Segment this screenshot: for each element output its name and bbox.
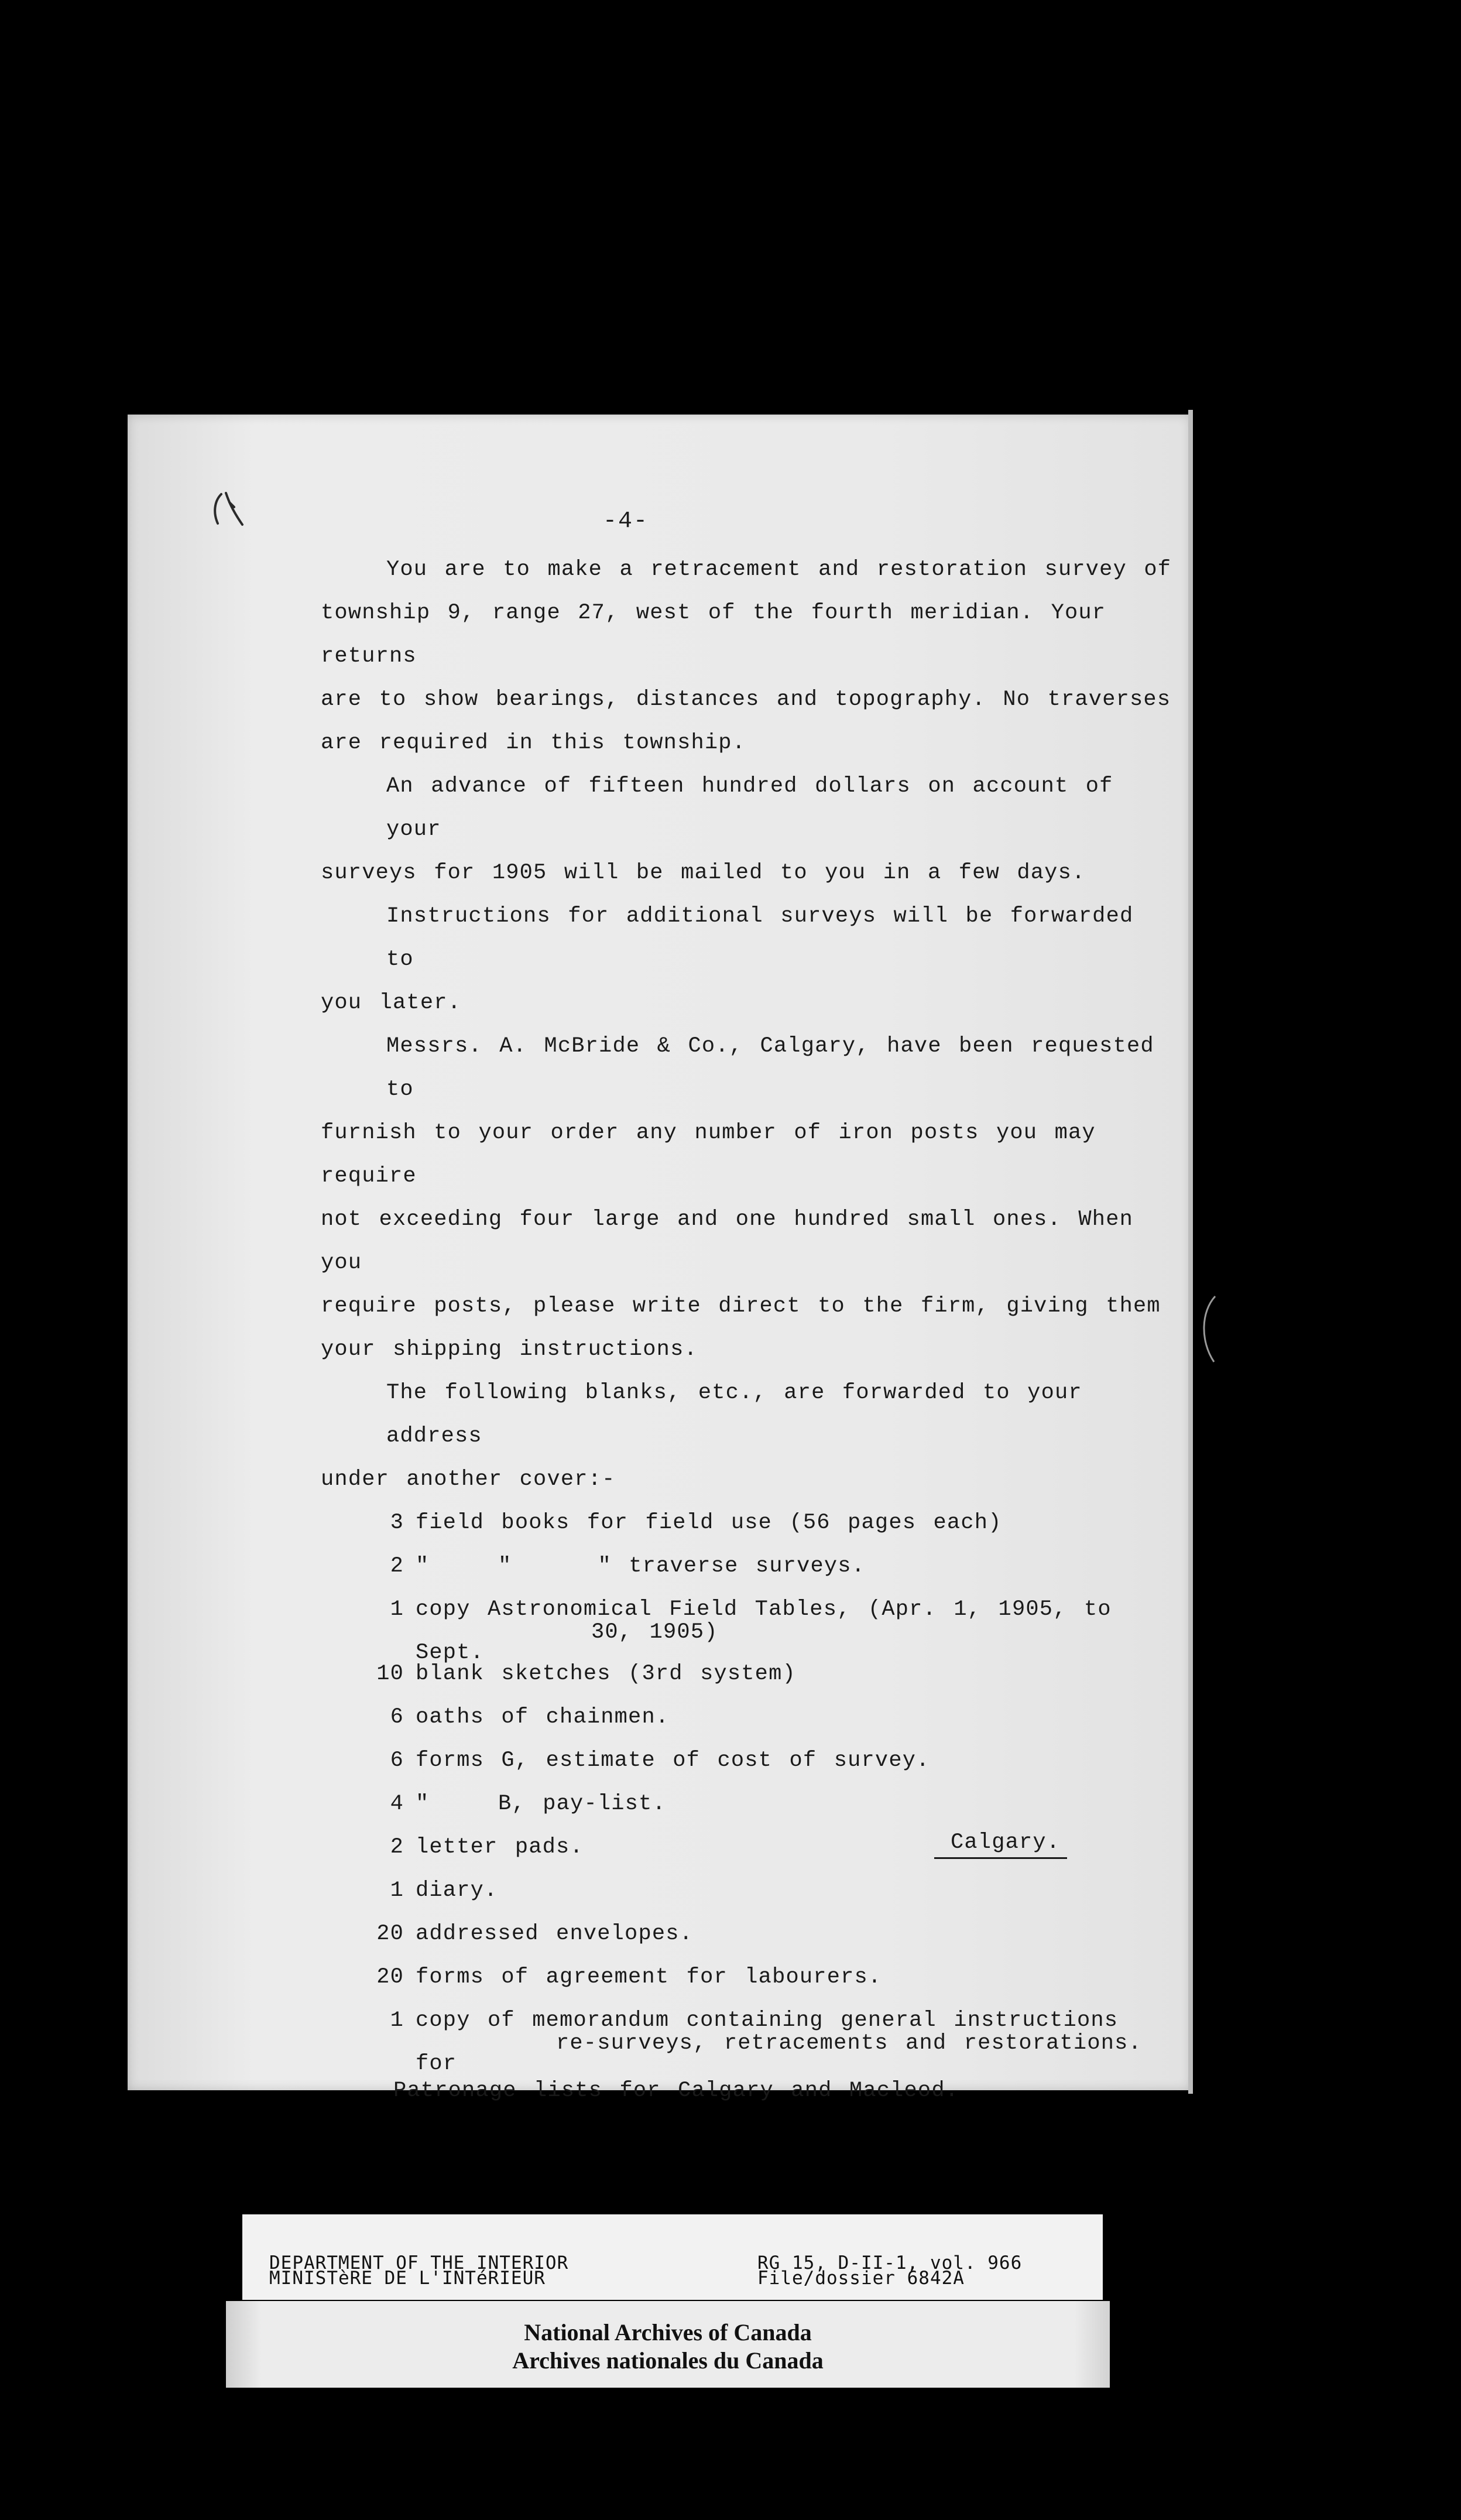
item-quantity: 20 (376, 1922, 404, 1946)
item-quantity: 6 (390, 1748, 404, 1773)
item-quantity: 3 (390, 1511, 404, 1535)
paragraph (321, 1025, 1175, 1371)
item-text: copy of memorandum containing general instructions for (416, 2008, 1119, 2076)
item-quantity: 20 (376, 1965, 404, 1990)
item-quantity: 2 (390, 1554, 404, 1579)
item-description: letter pads. (416, 1835, 584, 1860)
item-description (416, 1999, 1175, 2076)
text-line: not exceeding four large and one hundred small ones. When you (321, 1207, 1134, 1275)
page-edge (1188, 410, 1193, 2094)
item-description: forms of agreement for labourers. (416, 1965, 882, 1990)
department-name (269, 2252, 569, 2289)
text-line: under another cover:- (321, 1467, 616, 1492)
item-description: forms G, estimate of cost of survey. (416, 1748, 930, 1773)
text-line: township 9, range 27, west of the fourth meridian. Your returns (321, 601, 1106, 669)
archive-reference-label (242, 2214, 1103, 2300)
item-quantity: 1 (390, 1597, 404, 1622)
item-text-continued: re-surveys, retracements and restorations. (556, 2031, 1142, 2056)
item-description: " " " traverse surveys. (416, 1554, 866, 1579)
list-item (321, 1869, 1175, 1912)
item-text-continued: 30, 1905) (591, 1620, 718, 1645)
paragraph (321, 765, 1175, 895)
paragraph (321, 1371, 1175, 1501)
page-number: -4- (603, 508, 649, 535)
handwritten-mark-icon (208, 489, 249, 536)
text-line: surveys for 1905 will be mailed to you in a few days. (321, 861, 1086, 885)
letter-body (321, 548, 1175, 2114)
text-line: your shipping instructions. (321, 1337, 698, 1362)
item-quantity: 1 (390, 2008, 404, 2033)
list-item (321, 1501, 1175, 1545)
list-item (321, 1739, 1175, 1782)
record-group: RG 15, D-II-1, vol. 966 (757, 2252, 1023, 2274)
item-quantity: 1 (390, 1878, 404, 1903)
archives-label (226, 2301, 1110, 2388)
text-line: are to show bearings, distances and topography. No traverses (321, 687, 1171, 712)
item-description: addressed envelopes. (416, 1922, 694, 1946)
enclosure-list (321, 1501, 1175, 2076)
archives-english: National Archives of Canada (524, 2319, 812, 2346)
item-description: blank sketches (3rd system) (416, 1662, 796, 1686)
list-item (321, 1588, 1175, 1665)
list-item (321, 1652, 1175, 1696)
paragraph (321, 548, 1175, 765)
item-description: diary. (416, 1878, 498, 1903)
list-item (321, 1696, 1175, 1739)
text-line: you later. (321, 991, 462, 1015)
text-line: The following blanks, etc., are forwarded to your address (386, 1381, 1082, 1449)
page-scuff-icon (1198, 1294, 1218, 1364)
item-description: oaths of chainmen. (416, 1705, 670, 1730)
closing-location: Calgary. (934, 1830, 1067, 1859)
text-line: are required in this township. (321, 731, 746, 755)
list-item (321, 1782, 1175, 1826)
item-description: " B, pay-list. (416, 1792, 666, 1816)
archives-french: Archives nationales du Canada (512, 2347, 824, 2374)
file-number: File/dossier 6842A (757, 2268, 965, 2289)
text-line: Messrs. A. McBride & Co., Calgary, have been requested to (386, 1034, 1154, 1102)
item-description: field books for field use (56 pages each) (416, 1511, 1002, 1535)
text-line: furnish to your order any number of iron posts you may require (321, 1121, 1096, 1189)
text-line: An advance of fifteen hundred dollars on account of your (386, 774, 1113, 842)
text-line: require posts, please write direct to the firm, giving them (321, 1294, 1161, 1319)
archives-name (226, 2319, 1110, 2375)
item-quantity: 2 (390, 1835, 404, 1860)
text-line: Instructions for additional surveys will be forwarded to (386, 904, 1134, 972)
item-text: copy Astronomical Field Tables, (Apr. 1, 1905, to Sept. (416, 1597, 1112, 1665)
paragraph (321, 895, 1175, 1025)
list-item (321, 1956, 1175, 1999)
patronage-note: Patronage lists for Calgary and Macleod. (393, 2079, 959, 2103)
item-description (416, 1588, 1175, 1665)
text-line: You are to make a retracement and restoration survey of (386, 557, 1172, 582)
file-reference (757, 2252, 1023, 2289)
item-quantity: 10 (376, 1662, 404, 1686)
department-english: DEPARTMENT OF THE INTERIOR (269, 2252, 569, 2274)
list-item (321, 1912, 1175, 1956)
item-quantity: 6 (390, 1705, 404, 1730)
item-quantity: 4 (390, 1792, 404, 1816)
list-item (321, 1999, 1175, 2076)
list-item (321, 1545, 1175, 1588)
department-french: MINISTèRE DE L'INTéRIEUR (269, 2268, 546, 2289)
